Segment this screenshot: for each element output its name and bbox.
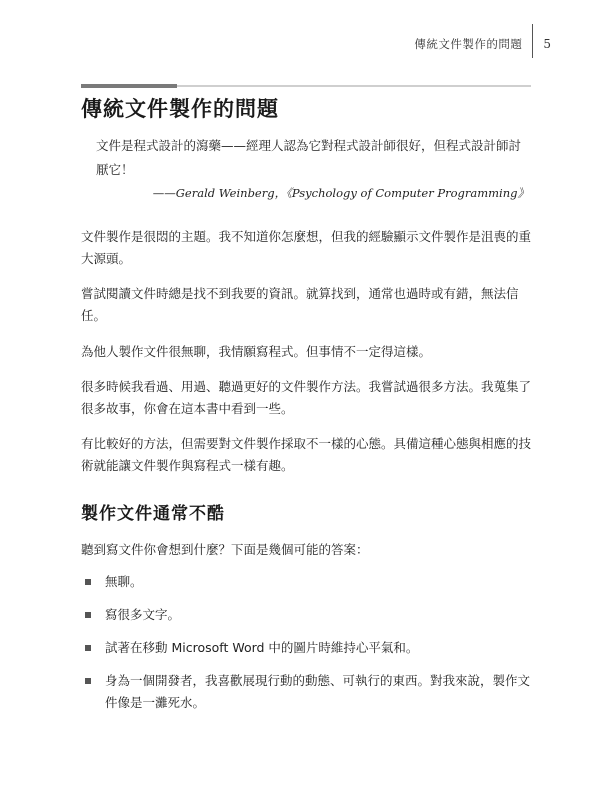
- subsection-title: 製作文件通常不酷: [81, 504, 225, 524]
- list-item: [81, 604, 536, 626]
- paragraph-4: 很多時候我看過、用過、聽過更好的文件製作方法。我嘗試過很多方法。我蒐集了很多故事，你會在這本書中看到一些。: [81, 379, 532, 416]
- subsection-intro: 聽到寫文件你會想到什麼？下面是幾個可能的答案：: [81, 542, 369, 557]
- epigraph-quote: 文件是程式設計的瀉藥——經理人認為它對程式設計師很好，但程式設計師討厭它！: [96, 138, 522, 177]
- list-item: [81, 637, 536, 659]
- section-title: 傳統文件製作的問題: [81, 97, 279, 121]
- running-title: 傳統文件製作的問題: [414, 37, 523, 51]
- list-item-text: 試著在移動 Microsoft Word 中的圖片時維持心平氣和。: [105, 640, 419, 655]
- square-bullet-icon: [85, 678, 91, 684]
- epigraph-attribution: ——Gerald Weinberg，《Psychology of Computer Programming》: [152, 186, 529, 200]
- list-item-text: 無聊。: [105, 574, 143, 589]
- answer-list: [81, 571, 536, 725]
- page-number: 5: [543, 37, 551, 51]
- list-item-text: 寫很多文字。: [105, 607, 181, 622]
- paragraph-1: 文件製作是很悶的主題。我不知道你怎麼想，但我的經驗顯示文件製作是沮喪的重大源頭。: [81, 229, 532, 266]
- list-item: [81, 571, 536, 593]
- square-bullet-icon: [85, 612, 91, 618]
- square-bullet-icon: [85, 579, 91, 585]
- list-item: [81, 670, 536, 714]
- paragraph-3: 為他人製作文件很無聊，我情願寫程式。但事情不一定得這樣。: [81, 344, 432, 359]
- section-divider-accent: [81, 84, 177, 88]
- paragraph-2: 嘗試閱讀文件時總是找不到我要的資訊。就算找到，通常也過時或有錯，無法信任。: [81, 286, 519, 323]
- list-item-text: 身為一個開發者，我喜歡展現行動的動態、可執行的東西。對我來說，製作文件像是一灘死水。: [105, 673, 531, 710]
- running-header: [414, 30, 551, 58]
- square-bullet-icon: [85, 645, 91, 651]
- paragraph-5: 有比較好的方法，但需要對文件製作採取不一樣的心態。具備這種心態與相應的技術就能讓文件製作與寫程式一樣有趣。: [81, 436, 532, 473]
